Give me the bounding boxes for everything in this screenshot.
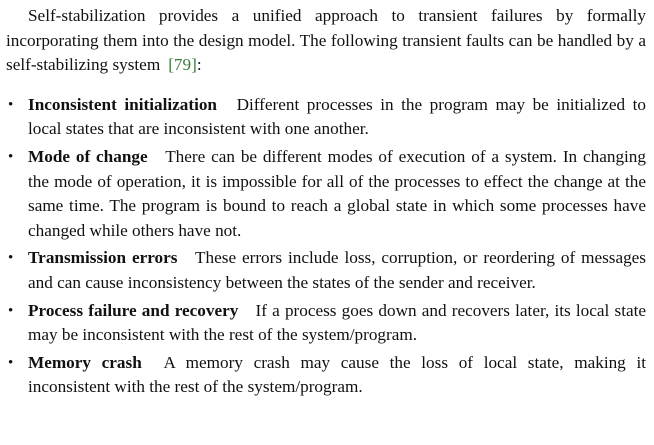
list-item	[6, 93, 646, 142]
bullet-icon: •	[8, 148, 14, 165]
bullet-icon: •	[8, 302, 14, 319]
item-term: Transmission errors	[28, 248, 178, 268]
citation-link[interactable]: [79]	[168, 55, 197, 75]
bullet-icon: •	[8, 354, 14, 371]
item-description: A memory crash may cause the loss of local state, making it inconsistent with the rest of the system/program.	[28, 352, 647, 397]
list-item	[6, 246, 646, 295]
intro-suffix: :	[196, 55, 202, 75]
item-description: These errors include loss, corruption, or reordering of messages and can cause inconsistency between the states of the sender and receiver.	[28, 248, 646, 292]
list-item	[6, 145, 646, 243]
item-description: If a process goes down and recovers later, its local state may be inconsistent with the rest of the system/program.	[28, 300, 646, 345]
intro-paragraph	[6, 4, 646, 78]
bullet-icon: •	[8, 250, 14, 267]
item-description: Different processes in the program may be initialized to local states that are inconsistent with one another.	[28, 94, 646, 139]
document-page	[6, 4, 646, 403]
list-item	[6, 299, 646, 348]
transient-faults-list	[6, 93, 646, 400]
item-description: There can be different modes of execution of a system. In changing the mode of operation, it is impossible for all of the processes to effect the change at the same time. The program is bound to reach a global state in which some processes have changed while others have not.	[28, 146, 646, 240]
item-term: Process failure and recovery	[28, 300, 239, 320]
item-term: Inconsistent initialization	[28, 94, 217, 114]
item-term: Memory crash	[28, 352, 142, 372]
item-term: Mode of change	[28, 146, 148, 166]
list-item	[6, 351, 646, 400]
intro-text: Self-stabilization provides a unified approach to transient failures by formally incorporating them into the design model. The following transient faults can be handled by a self-stabilizing system	[6, 6, 646, 75]
bullet-icon: •	[8, 96, 14, 113]
